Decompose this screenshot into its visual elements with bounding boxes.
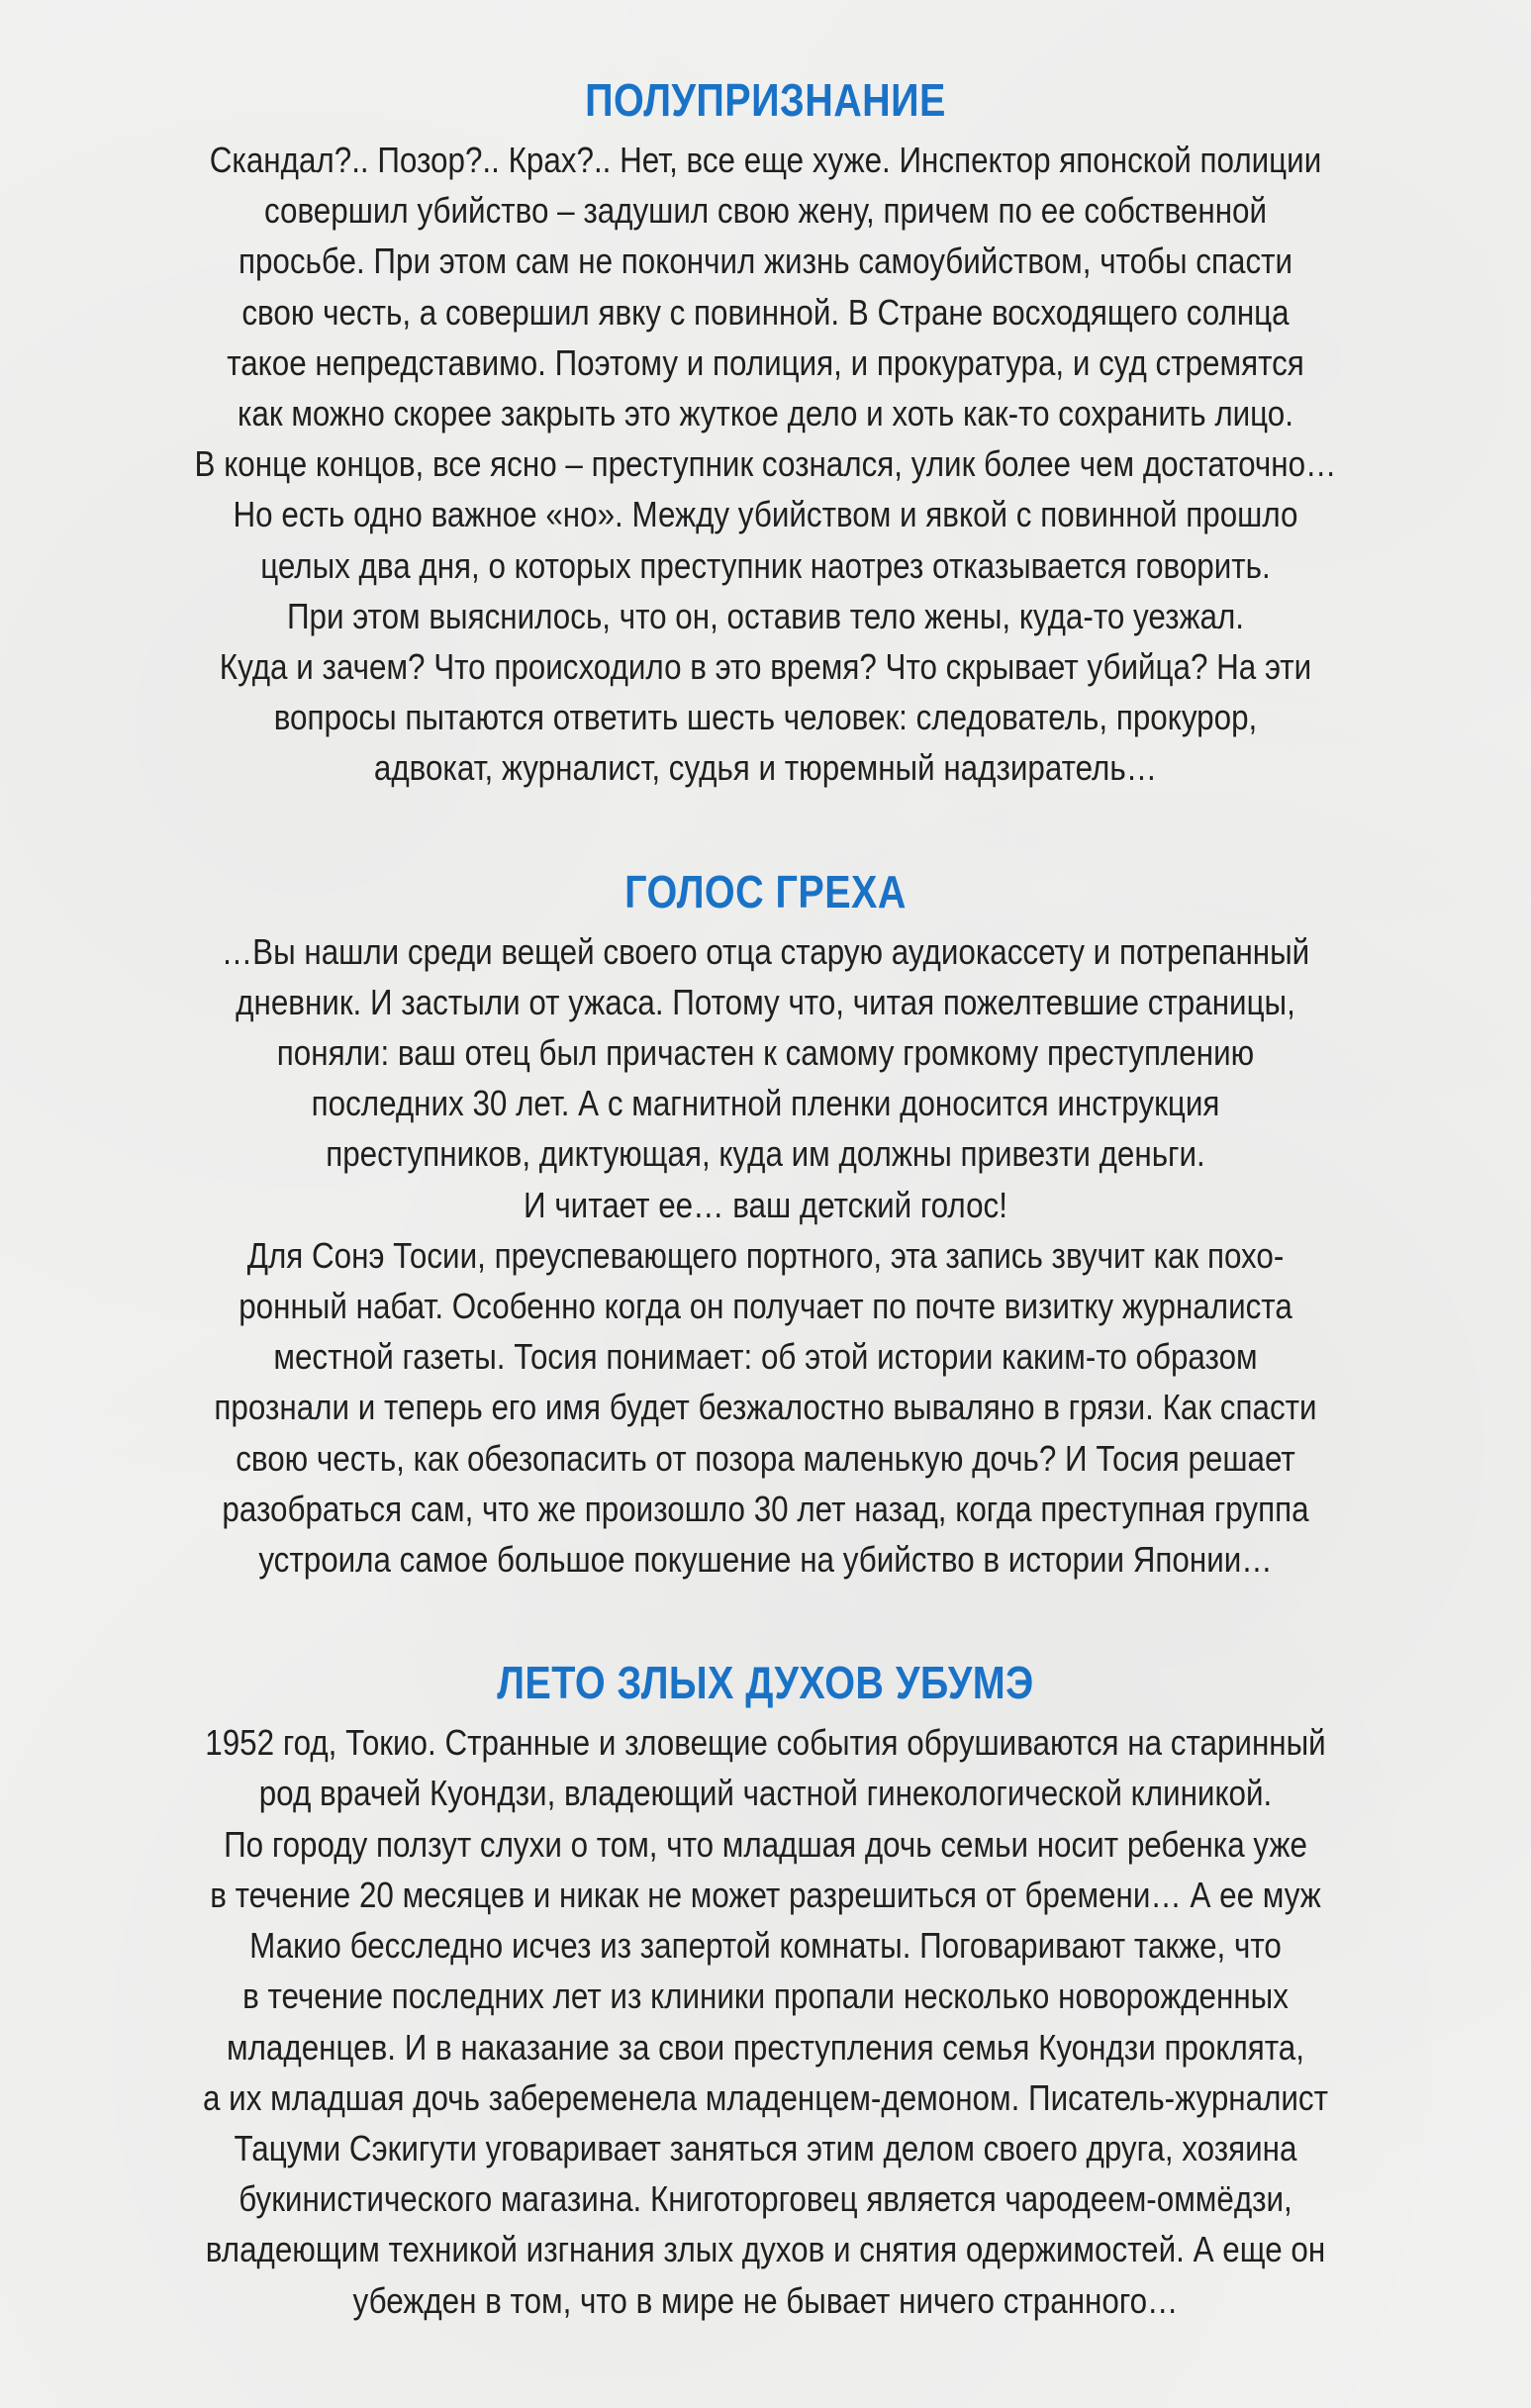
body-text-line: преступников, диктующая, куда им должны привезти деньги. <box>326 1133 1205 1175</box>
body-text-line: свою честь, а совершил явку с повинной. В Стране восходящего солнца <box>241 291 1290 333</box>
body-text-line: свою честь, как обезопасить от позора маленькую дочь? И Тосия решает <box>236 1437 1295 1479</box>
section-body <box>99 135 1432 794</box>
body-text-line: владеющим техникой изгнания злых духов и снятия одержимостей. А еще он <box>205 2229 1326 2270</box>
body-text-line: адвокат, журналист, судья и тюремный надзиратель… <box>373 747 1158 789</box>
section-title: ПОЛУПРИЗНАНИЕ <box>585 74 946 126</box>
book-description-section <box>99 861 1432 1586</box>
body-text-line: устроила самое большое покушение на убийство в истории Японии… <box>258 1539 1273 1581</box>
body-text-line: просьбе. При этом сам не покончил жизнь самоубийством, чтобы спасти <box>238 241 1293 282</box>
body-text-line: Скандал?.. Позор?.. Крах?.. Нет, все еще хуже. Инспектор японской полиции <box>209 140 1322 180</box>
body-text-line: И читает ее… ваш детский голос! <box>524 1184 1007 1225</box>
body-text-line: При этом выяснилось, что он, оставив тело жены, куда-то уезжал. <box>286 595 1245 636</box>
body-text-line: род врачей Куондзи, владеющий частной гинекологической клиникой. <box>258 1773 1273 1814</box>
body-text-line: последних 30 лет. А с магнитной пленки доносится инструкция <box>311 1083 1220 1124</box>
body-text-line: в течение 20 месяцев и никак не может разрешиться от бремени… А ее муж <box>210 1874 1321 1915</box>
body-text-line: В конце концов, все ясно – преступник сознался, улик более чем достаточно… <box>194 443 1337 485</box>
body-text-line: Макио бесследно исчез из запертой комнаты. Поговаривают также, что <box>249 1925 1282 1967</box>
body-text-line: букинистического магазина. Книготорговец является чародеем-оммёдзи, <box>239 2178 1292 2220</box>
section-body <box>99 1717 1432 2325</box>
body-text-line: целых два дня, о которых преступник наотрез отказывается говорить. <box>260 544 1271 586</box>
body-text-line: поняли: ваш отец был причастен к самому громкому преступлению <box>276 1032 1255 1074</box>
body-text-line: ронный набат. Особенно когда он получает по почте визитку журналиста <box>239 1286 1292 1327</box>
body-text-line: …Вы нашли среди вещей своего отца старую аудиокассету и потрепанный <box>221 930 1310 972</box>
body-text-line: Тацуми Сэкигути уговаривает заняться этим делом своего друга, хозяина <box>234 2127 1297 2168</box>
body-text-line: а их младшая дочь забеременела младенцем-демоном. Писатель-журналист <box>202 2076 1329 2118</box>
section-body <box>99 926 1432 1586</box>
body-text-line: Но есть одно важное «но». Между убийством и явкой с повинной прошло <box>233 494 1298 535</box>
body-text-line: младенцев. И в наказание за свои преступления семья Куондзи проклята, <box>227 2026 1304 2068</box>
body-text-line: прознали и теперь его имя будет безжалостно вываляно в грязи. Как спасти <box>214 1387 1317 1428</box>
book-description-section <box>99 69 1432 794</box>
body-text-line: вопросы пытаются ответить шесть человек: следователь, прокурор, <box>273 697 1258 738</box>
body-text-line: Куда и зачем? Что происходило в это время? Что скрывает убийца? На эти <box>219 646 1312 688</box>
body-text-line: 1952 год, Токио. Странные и зловещие события обрушиваются на старинный <box>205 1722 1326 1764</box>
body-text-line: такое непредставимо. Поэтому и полиция, и прокуратура, и суд стремятся <box>227 341 1304 383</box>
body-text-line: в течение последних лет из клиники пропали несколько новорожденных <box>242 1975 1289 2017</box>
body-text-line: разобраться сам, что же произошло 30 лет назад, когда преступная группа <box>222 1488 1309 1529</box>
body-text-line: По городу ползут слухи о том, что младшая дочь семьи носит ребенка уже <box>224 1823 1307 1865</box>
body-text-line: дневник. И застыли от ужаса. Потому что, читая пожелтевшие страницы, <box>236 981 1295 1022</box>
section-title: ЛЕТО ЗЛЫХ ДУХОВ УБУМЭ <box>497 1657 1034 1709</box>
body-text-line: Для Сонэ Тосии, преуспевающего портного, эта запись звучит как похо- <box>246 1234 1285 1276</box>
section-title: ГОЛОС ГРЕХА <box>624 865 907 917</box>
body-text-line: убежден в том, что в мире не бывает ничего странного… <box>352 2279 1179 2321</box>
body-text-line: совершил убийство – задушил свою жену, причем по ее собственной <box>263 190 1268 232</box>
book-description-section <box>99 1652 1432 2325</box>
body-text-line: как можно скорее закрыть это жуткое дело и хоть как-то сохранить лицо. <box>237 393 1293 434</box>
body-text-line: местной газеты. Тосия понимает: об этой истории каким-то образом <box>273 1336 1258 1378</box>
